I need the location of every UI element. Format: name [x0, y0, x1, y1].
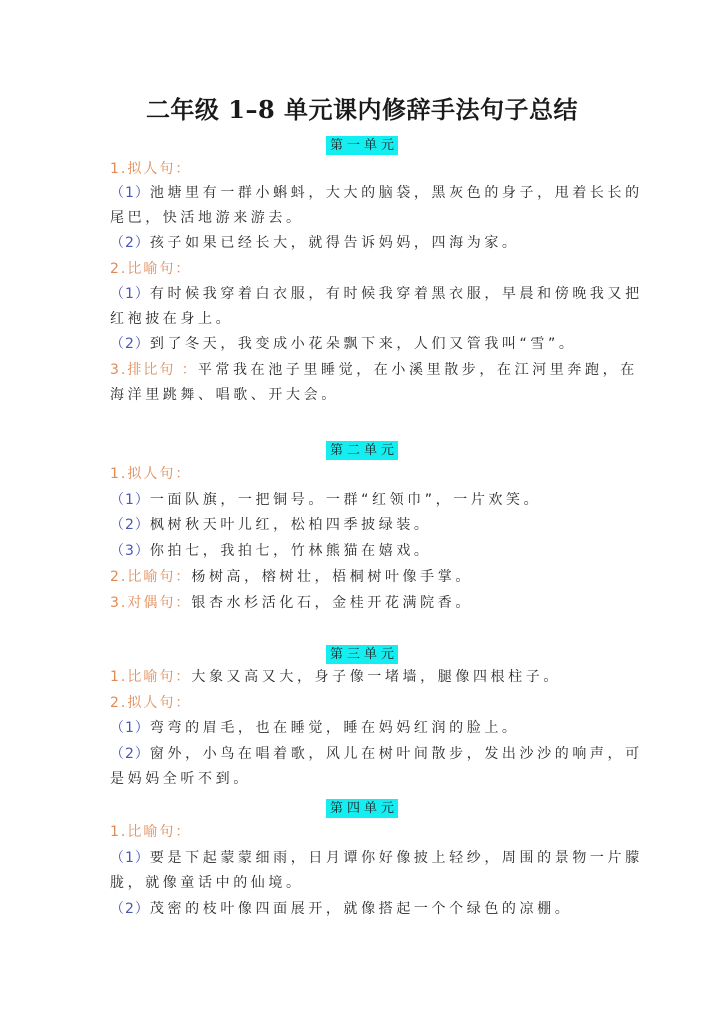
line: （3）你拍七，我拍七，竹林熊猫在嬉戏。	[110, 543, 432, 559]
line: 1.比喻句：	[110, 824, 192, 840]
line: 1.比喻句：大象又高又大，身子像一堵墙，腿像四根柱子。	[110, 669, 561, 685]
line: （2）窗外，小鸟在唱着歌，风儿在树叶间散步，发出沙沙的响声，可	[110, 746, 643, 762]
line: （1）要是下起蒙蒙细雨，日月谭你好像披上轻纱，周围的景物一片朦	[110, 850, 643, 866]
line: 胧，就像童话中的仙境。	[110, 875, 304, 891]
unit-heading-1: 第一单元	[0, 134, 724, 153]
line: （1）池塘里有一群小蝌蚪，大大的脑袋，黑灰色的身子，甩着长长的	[110, 185, 643, 201]
line: 是妈妈全听不到。	[110, 771, 251, 787]
line: （2）到了冬天，我变成小花朵飘下来，人们又管我叫“雪”。	[110, 336, 577, 352]
line: （2）枫树秋天叶儿红，松柏四季披绿装。	[110, 517, 432, 533]
line: 2.拟人句：	[110, 695, 192, 711]
line: 3.排比句 ：平常我在池子里睡觉，在小溪里散步，在江河里奔跑，在	[110, 362, 638, 378]
line: 2.比喻句：	[110, 261, 192, 277]
line: 尾巴，快活地游来游去。	[110, 210, 304, 226]
line: 1.拟人句：	[110, 466, 192, 482]
line: 3.对偶句：银杏水杉活化石，金桂开花满院香。	[110, 595, 473, 611]
line: 2.比喻句：杨树高，榕树壮，梧桐树叶像手掌。	[110, 569, 473, 585]
line: 1.拟人句：	[110, 161, 192, 177]
line: （1）弯弯的眉毛，也在睡觉，睡在妈妈红润的脸上。	[110, 720, 520, 736]
unit-heading-4: 第四单元	[0, 797, 724, 816]
line: （2）茂密的枝叶像四面展开，就像搭起一个个绿色的凉棚。	[110, 901, 573, 917]
line: （1）有时候我穿着白衣服，有时候我穿着黑衣服，早晨和傍晚我又把	[110, 286, 643, 302]
line: 海洋里跳舞、唱歌、开大会。	[110, 387, 339, 403]
page-title: 二年级 1–8 单元课内修辞手法句子总结	[145, 95, 579, 124]
line: 红袍披在身上。	[110, 311, 234, 327]
line: （1）一面队旗，一把铜号。一群“红领巾”，一片欢笑。	[110, 492, 542, 508]
line: （2）孩子如果已经长大，就得告诉妈妈，四海为家。	[110, 235, 520, 251]
unit-heading-3: 第三单元	[0, 643, 724, 662]
unit-heading-2: 第二单元	[0, 439, 724, 458]
